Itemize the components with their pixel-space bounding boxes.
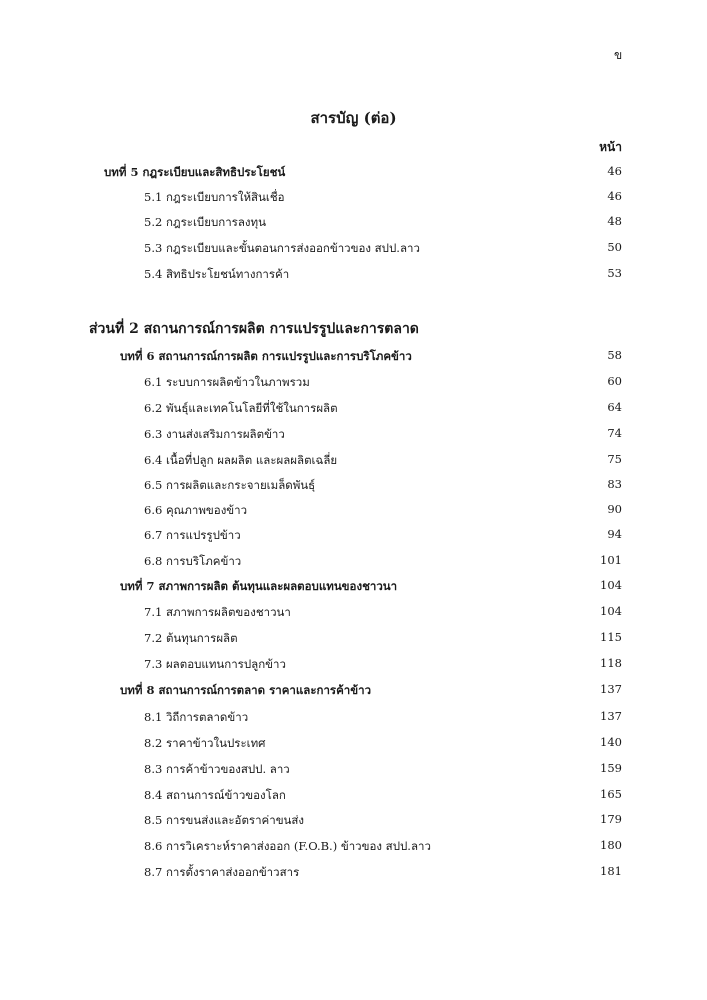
toc-entry-page: 48 bbox=[607, 214, 622, 228]
toc-entry-text: 7.1 สภาพการผลิตของชาวนา bbox=[144, 605, 291, 619]
toc-entry bbox=[0, 525, 707, 545]
toc-entry-page: 46 bbox=[607, 164, 622, 178]
toc-entry bbox=[0, 398, 707, 418]
toc-chapter-5 bbox=[0, 162, 707, 182]
toc-entry-page: 159 bbox=[600, 761, 622, 775]
toc-entry-text: 7.2 ต้นทุนการผลิต bbox=[144, 631, 238, 645]
toc-entry bbox=[0, 602, 707, 622]
toc-entry-text: 7.3 ผลตอบแทนการปลูกข้าว bbox=[144, 657, 286, 671]
toc-entry bbox=[0, 264, 707, 284]
toc-entry bbox=[0, 500, 707, 520]
toc-entry-page: 50 bbox=[607, 240, 622, 254]
toc-entry bbox=[0, 628, 707, 648]
toc-entry-page: 53 bbox=[607, 266, 622, 280]
toc-entry-page: 115 bbox=[600, 630, 622, 644]
toc-entry-page: 64 bbox=[607, 400, 622, 414]
toc-entry-page: 180 bbox=[600, 838, 622, 852]
toc-entry-text: บทที่ 7 สภาพการผลิต ต้นทุนและผลตอบแทนของชาวนา bbox=[120, 579, 398, 593]
toc-entry-text: 5.1 กฎระเบียบการให้สินเชื่อ bbox=[144, 190, 285, 204]
toc-entry-page: 104 bbox=[600, 604, 622, 618]
toc-entry-page: 137 bbox=[600, 709, 622, 723]
toc-entry-text: 8.7 การตั้งราคาส่งออกข้าวสาร bbox=[144, 865, 300, 879]
toc-entry-text: 8.3 การค้าข้าวของสปป. ลาว bbox=[144, 762, 290, 776]
toc-entry-text: 8.1 วิถีการตลาดข้าว bbox=[144, 710, 249, 724]
toc-entry-text: 8.5 การขนส่งและอัตราค่าขนส่ง bbox=[144, 813, 305, 827]
toc-entry-page: 101 bbox=[600, 553, 622, 567]
toc-entry-text: 6.1 ระบบการผลิตข้าวในภาพรวม bbox=[144, 375, 310, 389]
toc-entry bbox=[0, 707, 707, 727]
toc-entry bbox=[0, 424, 707, 444]
page-column-label: หน้า bbox=[599, 140, 622, 154]
toc-entry-text: 6.6 คุณภาพของข้าว bbox=[144, 503, 248, 517]
toc-part-2 bbox=[0, 318, 707, 338]
toc-part-text: ส่วนที่ 2 สถานการณ์การผลิต การแปรรูปและการตลาด bbox=[89, 321, 419, 337]
toc-entry-text: 5.4 สิทธิประโยชน์ทางการค้า bbox=[144, 267, 290, 281]
toc-entry bbox=[0, 475, 707, 495]
toc-entry bbox=[0, 785, 707, 805]
toc-chapter-7 bbox=[0, 576, 707, 596]
toc-entry-text: 5.3 กฎระเบียบและขั้นตอนการส่งออกข้าวของ สปป.ลาว bbox=[144, 241, 420, 255]
toc-entry-text: บทที่ 5 กฎระเบียบและสิทธิประโยชน์ bbox=[104, 165, 286, 179]
toc-entry-page: 104 bbox=[600, 578, 622, 592]
toc-entry-text: 6.3 งานส่งเสริมการผลิตข้าว bbox=[144, 427, 285, 441]
toc-entry bbox=[0, 836, 707, 856]
toc-chapter-8 bbox=[0, 680, 707, 700]
toc-entry-page: 46 bbox=[607, 189, 622, 203]
toc-entry-text: บทที่ 6 สถานการณ์การผลิต การแปรรูปและการบริโภคข้าว bbox=[120, 349, 412, 363]
toc-entry bbox=[0, 212, 707, 232]
toc-entry-page: 118 bbox=[600, 656, 622, 670]
toc-entry bbox=[0, 238, 707, 258]
toc-entry-text: 8.4 สถานการณ์ข้าวของโลก bbox=[144, 788, 286, 802]
toc-entry-page: 58 bbox=[607, 348, 622, 362]
toc-entry-page: 179 bbox=[600, 812, 622, 826]
toc-entry-page: 60 bbox=[607, 374, 622, 388]
toc-entry bbox=[0, 450, 707, 470]
toc-entry-text: 6.4 เนื้อที่ปลูก ผลผลิต และผลผลิตเฉลี่ย bbox=[144, 453, 338, 467]
toc-entry bbox=[0, 187, 707, 207]
toc-entry-text: 6.8 การบริโภคข้าว bbox=[144, 554, 242, 568]
toc-chapter-6 bbox=[0, 346, 707, 366]
toc-entry bbox=[0, 372, 707, 392]
toc-entry-page: 83 bbox=[607, 477, 622, 491]
toc-entry bbox=[0, 862, 707, 882]
toc-entry-text: บทที่ 8 สถานการณ์การตลาด ราคาและการค้าข้าว bbox=[120, 683, 372, 697]
page-number-marker: ข bbox=[614, 48, 623, 62]
toc-entry bbox=[0, 654, 707, 674]
toc-entry-page: 74 bbox=[607, 426, 622, 440]
page-title: สารบัญ (ต่อ) bbox=[310, 109, 397, 127]
toc-entry-page: 137 bbox=[600, 682, 622, 696]
toc-entry-page: 140 bbox=[600, 735, 622, 749]
toc-entry-text: 8.6 การวิเคราะห์ราคาส่งออก (F.O.B.) ข้าวของ สปป.ลาว bbox=[144, 839, 431, 853]
toc-entry-page: 94 bbox=[607, 527, 622, 541]
toc-entry bbox=[0, 759, 707, 779]
toc-entry-text: 8.2 ราคาข้าวในประเทศ bbox=[144, 736, 266, 750]
toc-entry bbox=[0, 810, 707, 830]
toc-entry bbox=[0, 733, 707, 753]
toc-entry-page: 75 bbox=[607, 452, 622, 466]
toc-entry-page: 165 bbox=[600, 787, 622, 801]
toc-entry-text: 6.2 พันธุ์และเทคโนโลยีที่ใช้ในการผลิต bbox=[144, 401, 338, 415]
toc-entry-page: 90 bbox=[607, 502, 622, 516]
toc-entry-page: 181 bbox=[600, 864, 622, 878]
toc-entry-text: 5.2 กฎระเบียบการลงทุน bbox=[144, 215, 266, 229]
toc-entry-text: 6.5 การผลิตและกระจายเมล็ดพันธุ์ bbox=[144, 478, 316, 492]
toc-entry-text: 6.7 การแปรรูปข้าว bbox=[144, 528, 241, 542]
toc-entry bbox=[0, 551, 707, 571]
